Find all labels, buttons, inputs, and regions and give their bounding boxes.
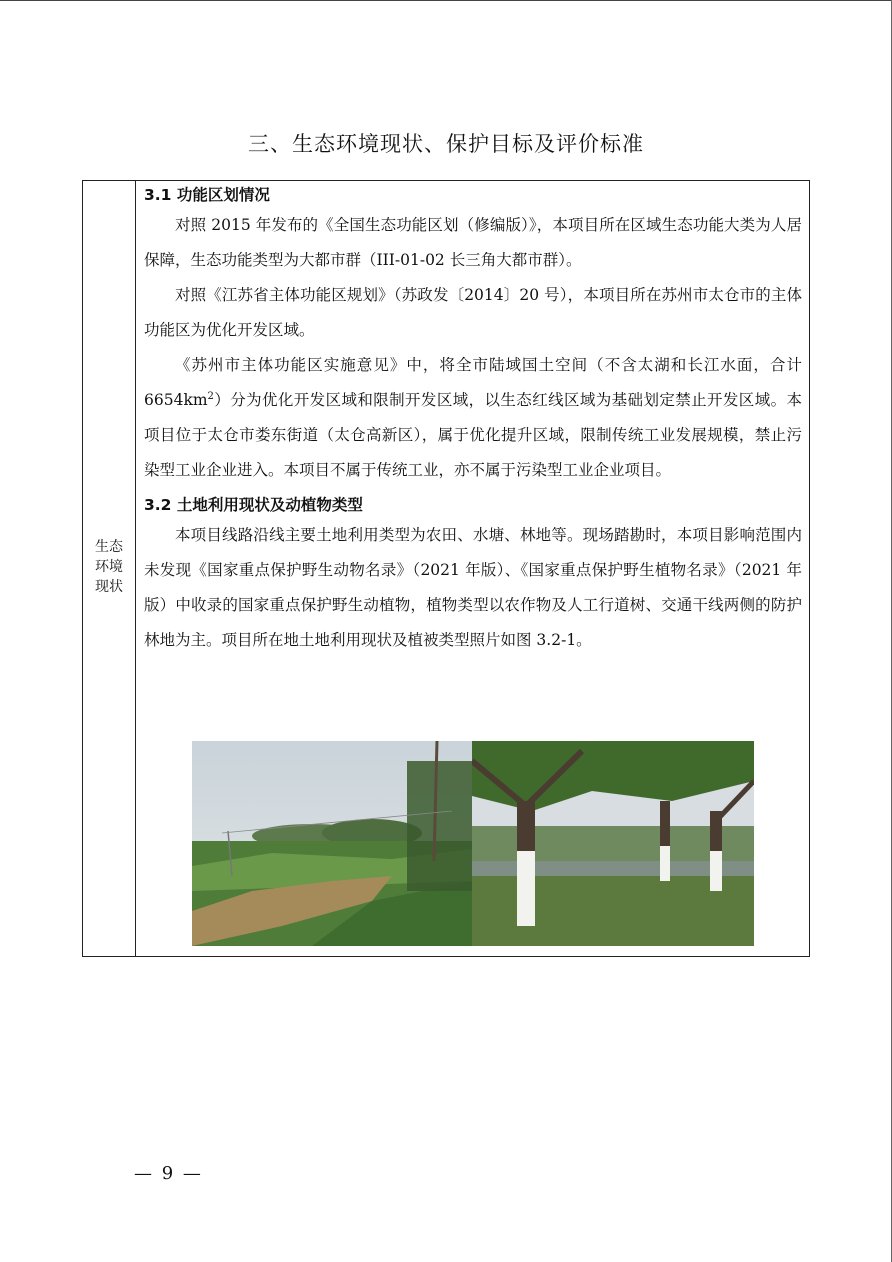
heading-3-2: 3.2 土地利用现状及动植物类型 (144, 496, 363, 514)
row-label (83, 537, 135, 597)
paragraph-3-1-3 (144, 348, 802, 488)
page-number: — 9 — (134, 1163, 203, 1184)
section-title: 三、生态环境现状、保护目标及评价标准 (248, 132, 644, 156)
row-label-line-3: 现状 (95, 579, 123, 595)
paragraph-3-1-3-part-a: 《苏州市主体功能区实施意见》中，将全市陆域国土空间（不含太湖和长江水面，合计 6654km (144, 356, 802, 409)
superscript-2: 2 (207, 390, 214, 402)
heading-3-1: 3.1 功能区划情况 (144, 186, 270, 204)
paragraph-3-2-1: 本项目线路沿线主要土地利用类型为农田、水塘、林地等。现场踏勘时，本项目影响范围内未发现《国家重点保护野生动物名录》（2021 年版）、《国家重点保护野生植物名录》（2021 年版）中收录的国家重点保护野生动植物，植物类型以农作物及人工行道树、交通干线两侧的防护林地为主。项目所在地土地利用现状及植被类型照片如图 3.2-1。 (144, 526, 802, 649)
top-border-line (0, 0, 892, 1)
pond-trees-photo (472, 741, 754, 946)
farmland-photo (192, 741, 472, 946)
row-label-cell (83, 181, 136, 956)
paragraph-3-1-1: 对照 2015 年发布的《全国生态功能区划（修编版）》，本项目所在区域生态功能大类为人居保障，生态功能类型为大都市群（III-01-02 长三角大都市群）。 (144, 216, 802, 269)
row-label-line-1: 生态 (95, 539, 123, 555)
paragraph-3-1-2: 对照《江苏省主体功能区规划》（苏政发〔2014〕20 号），本项目所在苏州市太仓市的主体功能区为优化开发区域。 (144, 286, 802, 339)
paragraph-3-1-3-part-b: ）分为优化开发区域和限制开发区域，以生态红线区域为基础划定禁止开发区域。本项目位于太仓市娄东街道（太仓高新区），属于优化提升区域，限制传统工业发展规模，禁止污染型工业企业进入。本项目不属于传统工业，亦不属于污染型工业企业项目。 (144, 391, 802, 479)
content-cell (144, 181, 802, 658)
row-label-line-2: 环境 (95, 559, 123, 575)
